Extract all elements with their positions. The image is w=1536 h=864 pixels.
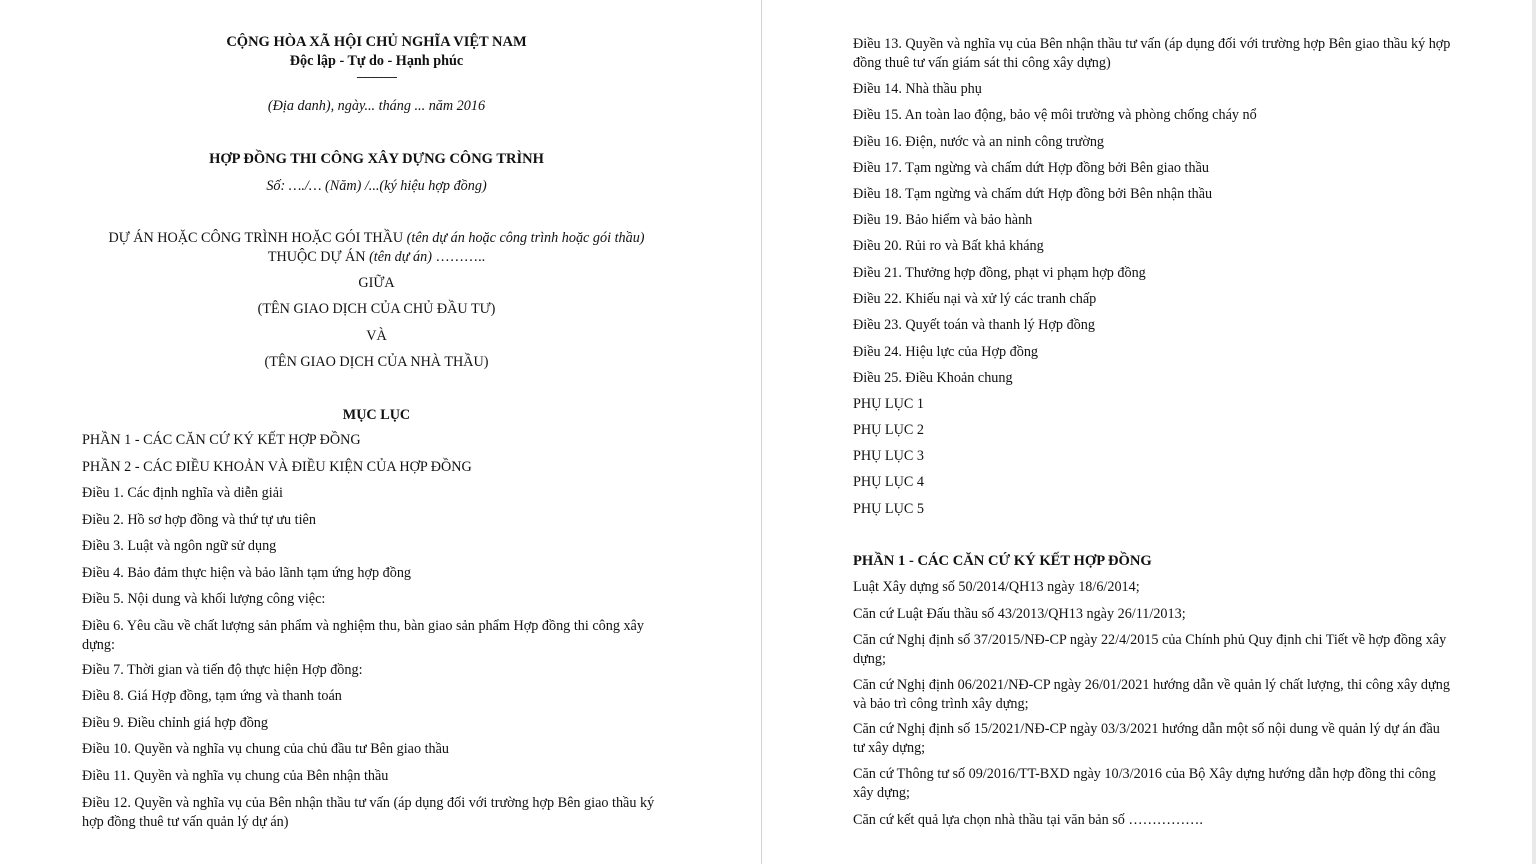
toc-item: Điều 23. Quyết toán và thanh lý Hợp đồng xyxy=(853,317,1095,333)
toc-item: Điều 4. Bảo đảm thực hiện và bảo lãnh tạm ứng hợp đồng xyxy=(82,565,412,581)
country-header: CỘNG HÒA XÃ HỘI CHỦ NGHĨA VIỆT NAM xyxy=(226,34,527,50)
project-mid: THUỘC DỰ ÁN xyxy=(267,249,370,265)
toc-item: Điều 10. Quyền và nghĩa vụ chung của chủ đầu tư Bên giao thầu xyxy=(82,741,450,757)
project-hint: (tên dự án hoặc công trình hoặc gói thầu) xyxy=(406,230,645,246)
toc-item: Điều 25. Điều Khoản chung xyxy=(853,370,1013,386)
toc-item: PHẦN 2 - CÁC ĐIỀU KHOẢN VÀ ĐIỀU KIỆN CỦA HỢP ĐỒNG xyxy=(82,459,472,475)
toc-item: Điều 3. Luật và ngôn ngữ sử dụng xyxy=(82,538,277,554)
toc-item: Điều 15. An toàn lao động, bảo vệ môi trường và phòng chống cháy nổ xyxy=(853,107,1257,123)
right-page xyxy=(762,0,1532,864)
legal-basis-item: Luật Xây dựng số 50/2014/QH13 ngày 18/6/2014; xyxy=(853,579,1140,595)
toc-item: PHẦN 1 - CÁC CĂN CỨ KÝ KẾT HỢP ĐỒNG xyxy=(82,432,361,448)
project-prefix: DỰ ÁN HOẶC CÔNG TRÌNH HOẶC GÓI THẦU xyxy=(108,230,407,246)
toc-heading: MỤC LỤC xyxy=(342,407,411,423)
legal-basis-item: Căn cứ Luật Đấu thầu số 43/2013/QH13 ngày 26/11/2013; xyxy=(853,606,1186,622)
motto: Độc lập - Tự do - Hạnh phúc xyxy=(289,53,464,69)
legal-basis-item: Căn cứ Thông tư số 09/2016/TT-BXD ngày 10/3/2016 của Bộ Xây dựng hướng dẫn hợp đồng thi công xây dựng; xyxy=(853,766,1436,801)
between-label: GIỮA xyxy=(358,275,395,291)
toc-item: Điều 1. Các định nghĩa và diễn giải xyxy=(82,485,283,501)
toc-item: Điều 12. Quyền và nghĩa vụ của Bên nhận thầu tư vấn (áp dụng đối với trường hợp Bên giao thầu ký hợp đồng thuê tư vấn quản lý dự án) xyxy=(82,795,655,830)
appendix-item: PHỤ LỤC 1 xyxy=(853,396,924,412)
appendix-item: PHỤ LỤC 2 xyxy=(853,422,924,438)
legal-basis-item: Căn cứ kết quả lựa chọn nhà thầu tại văn bản số ……………. xyxy=(853,812,1203,828)
toc-item: Điều 7. Thời gian và tiến độ thực hiện Hợp đồng: xyxy=(82,662,363,678)
toc-item: Điều 22. Khiếu nại và xử lý các tranh chấp xyxy=(853,291,1097,307)
project-hint-2: (tên dự án) xyxy=(369,249,432,265)
toc-item: Điều 20. Rủi ro và Bất khả kháng xyxy=(853,238,1044,254)
toc-item: Điều 9. Điều chỉnh giá hợp đồng xyxy=(82,715,268,731)
legal-basis-item: Căn cứ Nghị định số 15/2021/NĐ-CP ngày 03/3/2021 hướng dẫn một số nội dung về quản lý dự án đầu tư xây dựng; xyxy=(853,721,1440,756)
toc-item: Điều 24. Hiệu lực của Hợp đồng xyxy=(853,344,1039,360)
section-heading: PHẦN 1 - CÁC CĂN CỨ KÝ KẾT HỢP ĐỒNG xyxy=(853,553,1152,569)
toc-item: Điều 13. Quyền và nghĩa vụ của Bên nhận thầu tư vấn (áp dụng đối với trường hợp Bên giao thầu ký hợp đồng thuê tư vấn giám sát thi công xây dựng) xyxy=(853,36,1451,71)
motto-rule: --------------- xyxy=(356,71,397,83)
legal-basis-item: Căn cứ Nghị định số 37/2015/NĐ-CP ngày 22/4/2015 của Chính phủ Quy định chi Tiết về hợp đồng xây dựng; xyxy=(853,632,1447,667)
toc-item: Điều 17. Tạm ngừng và chấm dứt Hợp đồng bởi Bên giao thầu xyxy=(853,160,1209,176)
appendix-item: PHỤ LỤC 5 xyxy=(853,501,924,517)
party-a: (TÊN GIAO DỊCH CỦA CHỦ ĐẦU TƯ) xyxy=(257,301,496,317)
contract-title: HỢP ĐỒNG THI CÔNG XÂY DỰNG CÔNG TRÌNH xyxy=(209,151,544,167)
toc-item: Điều 11. Quyền và nghĩa vụ chung của Bên nhận thầu xyxy=(82,768,389,784)
page-edge xyxy=(1532,0,1536,864)
toc-item: Điều 2. Hồ sơ hợp đồng và thứ tự ưu tiên xyxy=(82,512,316,528)
toc-item: Điều 8. Giá Hợp đồng, tạm ứng và thanh toán xyxy=(82,688,342,704)
appendix-item: PHỤ LỤC 4 xyxy=(853,474,924,490)
party-b: (TÊN GIAO DỊCH CỦA NHÀ THẦU) xyxy=(264,354,489,370)
toc-item: Điều 21. Thưởng hợp đồng, phạt vi phạm hợp đồng xyxy=(853,265,1146,281)
toc-item: Điều 6. Yêu cầu về chất lượng sản phẩm và nghiệm thu, bàn giao sản phẩm Hợp đồng thi công xây dựng: xyxy=(82,618,644,653)
project-tail: ……….. xyxy=(431,249,486,265)
toc-item: Điều 19. Bảo hiểm và bảo hành xyxy=(853,212,1033,228)
contract-number: Số: …./… (Năm) /...(ký hiệu hợp đồng) xyxy=(266,178,487,194)
left-page xyxy=(0,0,761,864)
toc-item: Điều 5. Nội dung và khối lượng công việc: xyxy=(82,591,326,607)
appendix-item: PHỤ LỤC 3 xyxy=(853,448,924,464)
toc-item: Điều 18. Tạm ngừng và chấm dứt Hợp đồng bởi Bên nhận thầu xyxy=(853,186,1213,202)
toc-item: Điều 16. Điện, nước và an ninh công trường xyxy=(853,134,1105,150)
project-line xyxy=(100,229,653,267)
and-label: VÀ xyxy=(366,328,387,344)
legal-basis-item: Căn cứ Nghị định 06/2021/NĐ-CP ngày 26/01/2021 hướng dẫn về quản lý chất lượng, thi công xây dựng và bảo trì công trình xây dựng; xyxy=(853,677,1450,712)
place-date: (Địa danh), ngày... tháng ... năm 2016 xyxy=(267,98,486,114)
toc-item: Điều 14. Nhà thầu phụ xyxy=(853,81,982,97)
